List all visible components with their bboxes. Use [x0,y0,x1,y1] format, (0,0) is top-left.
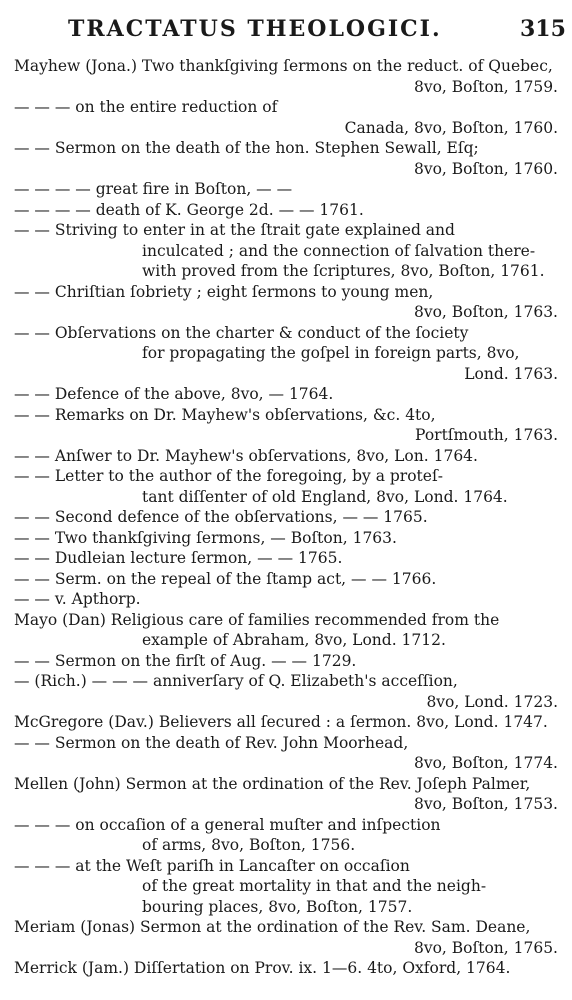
list-item: Mayo (Dan) Religious care of families recommended from the example of Abraham, 8vo, Lond. 1712. [14,610,500,649]
bibliography-entries [14,56,558,979]
list-item: Meriam (Jonas) Sermon at the ordination of the Rev. Sam. Deane, 8vo, Boſton, 1765. [14,918,558,957]
list-item: — — Serm. on the repeal of the ſtamp act, — — 1766. [14,569,437,588]
list-item: — — — — death of K. George 2d. — — 1761. [14,200,364,219]
list-item: — — Dudleian lecture ſermon, — — 1765. [14,549,343,567]
list-item: — — v. Apthorp. [14,590,141,608]
list-item: — — — on occaſion of a general muſter and inſpection of arms, 8vo, Boſton, 1756. [14,815,441,854]
list-item: Mayhew (Jona.) Two thankſgiving ſermons on the reduct. of Quebec, 8vo, Boſton, 1759. [14,57,558,96]
list-item: — — Chriſtian ſobriety ; eight ſermons to young men, 8vo, Boſton, 1763. [14,282,558,321]
list-item: McGregore (Dav.) Believers all ſecured : a ſermon. 8vo, Lond. 1747. [14,713,548,731]
list-item: — — Letter to the author of the foregoing, by a proteſ- tant diſſenter of old England, 8vo, Lond. 1764. [14,467,508,506]
list-item: — — Striving to enter in at the ſtrait gate explained and inculcated ; and the connection of ſalvation there- with proved from the ſcriptures, 8vo, Boſton, 1761. [14,221,545,280]
list-item: — — Anſwer to Dr. Mayhew's obſervations, 8vo, Lon. 1764. [14,446,478,465]
list-item: — — Sermon on the firſt of Aug. — — 1729. [14,651,357,670]
list-item: — — Sermon on the death of Rev. John Moorhead, 8vo, Boſton, 1774. [14,733,558,772]
list-item: — — Sermon on the death of the hon. Stephen Sewall, Eſq; 8vo, Boſton, 1760. [14,139,558,178]
list-item: — — Two thankſgiving ſermons, — Boſton, 1763. [14,528,397,547]
list-item: — — Obſervations on the charter & conduct of the ſociety for propagating the goſpel in foreign parts, 8vo, Lond. 1763. [14,323,558,383]
list-item: — (Rich.) — — — anniverſary of Q. Elizabeth's acceſſion, 8vo, Lond. 1723. [14,672,558,711]
list-item: — — Remarks on Dr. Mayhew's obſervations, &c. 4to, Portſmouth, 1763. [14,405,558,444]
list-item: — — — — great fire in Boſton, — — [14,180,293,198]
list-item: Merrick (Jam.) Diſſertation on Prov. ix. 1—6. 4to, Oxford, 1764. [14,959,511,977]
list-item: — — Defence of the above, 8vo, — 1764. [14,385,334,403]
list-item: — — — on the entire reduction of Canada, 8vo, Boſton, 1760. [14,98,558,137]
page-header [0,6,572,46]
list-item: — — — at the Weſt pariſh in Lancaſter on occaſion of the great mortality in that and the neigh- bouring places, 8vo, Boſton, 1757. [14,856,487,916]
running-title: TRACTATUS THEOLOGICI. [68,16,442,42]
list-item: — — Second defence of the obſervations, — — 1765. [14,508,428,526]
list-item: Mellen (John) Sermon at the ordination of the Rev. Joſeph Palmer, 8vo, Boſton, 1753. [14,774,558,813]
page-number: 315 [520,16,566,42]
